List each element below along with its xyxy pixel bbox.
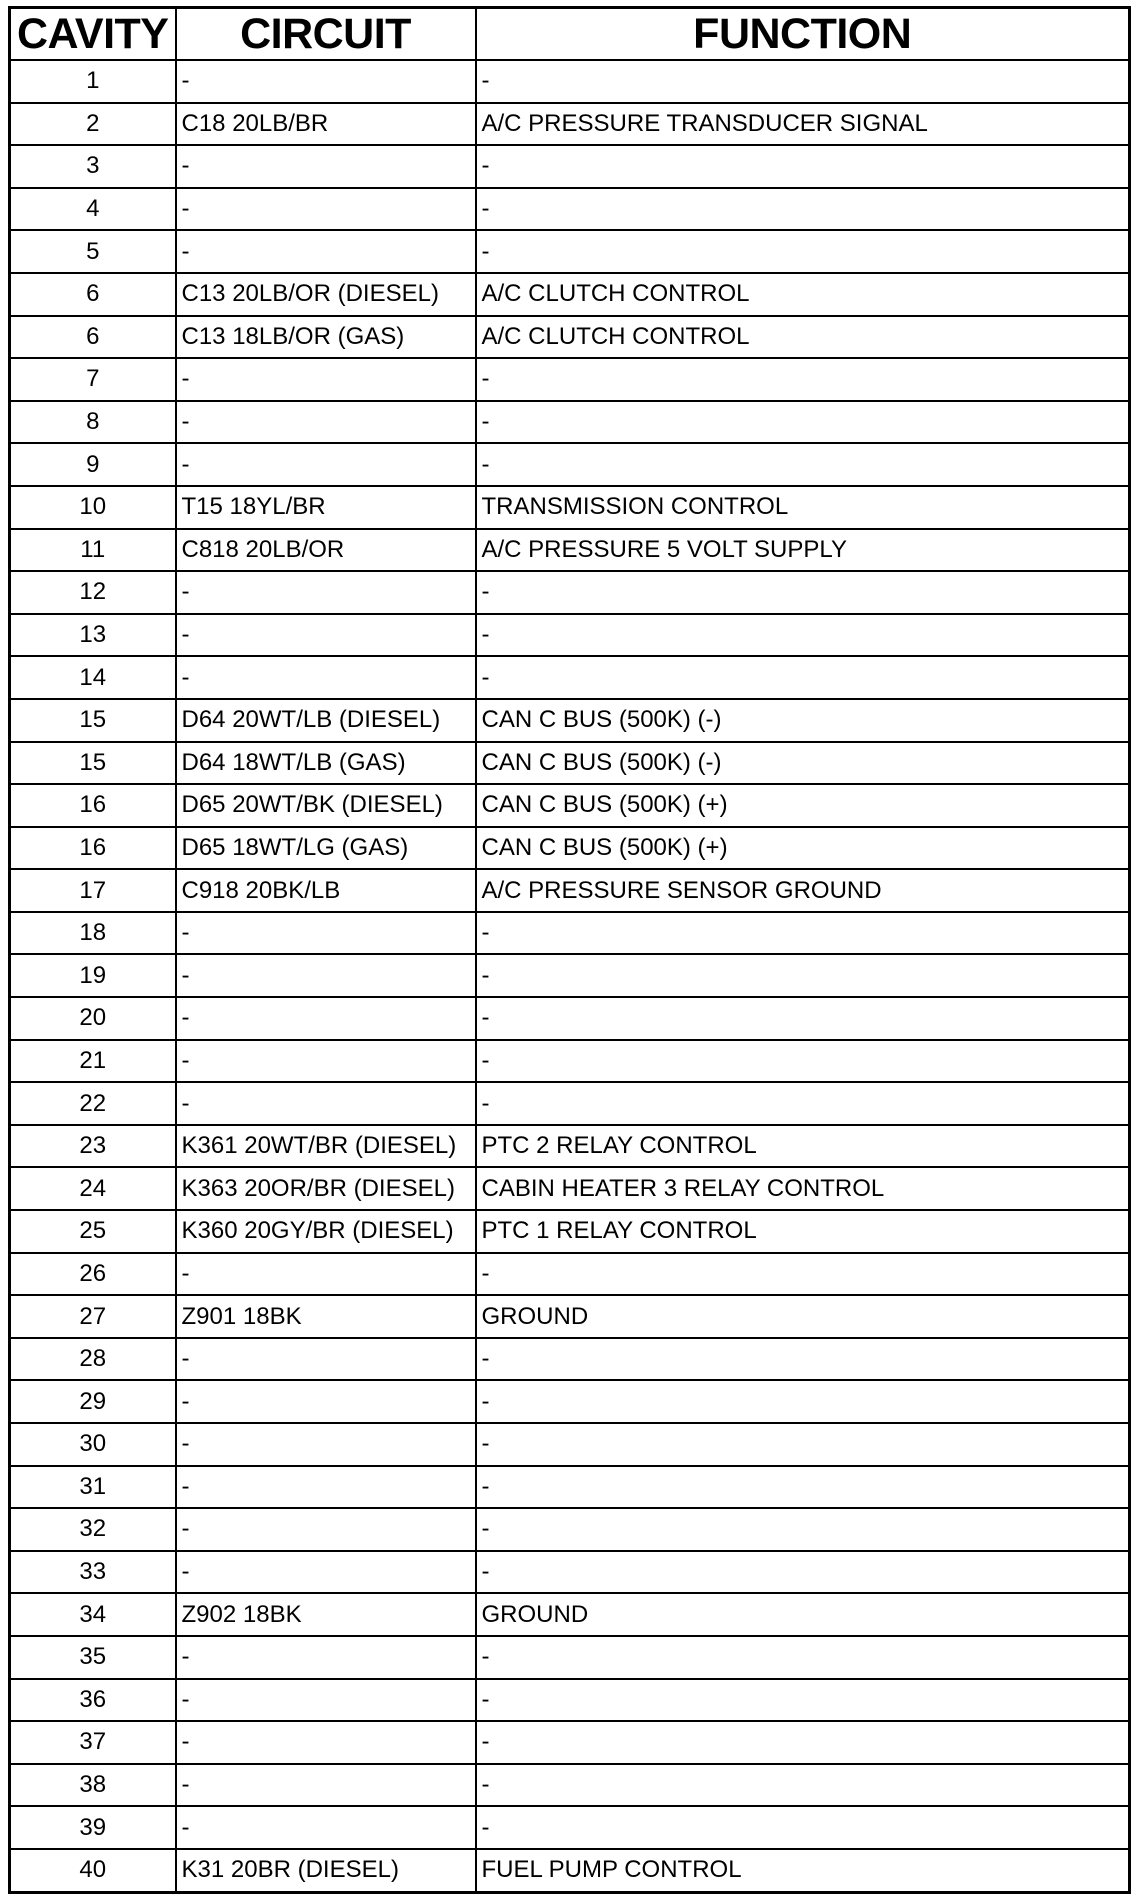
table-row [10, 103, 1130, 146]
function-cell: - [476, 614, 1130, 657]
circuit-cell: - [176, 358, 476, 401]
circuit-cell: - [176, 1040, 476, 1083]
circuit-cell: D65 18WT/LG (GAS) [176, 827, 476, 870]
cavity-cell: 40 [10, 1849, 176, 1892]
table-row [10, 614, 1130, 657]
table-row [10, 1806, 1130, 1849]
circuit-cell: - [176, 571, 476, 614]
table-row [10, 656, 1130, 699]
table-row [10, 443, 1130, 486]
function-cell: - [476, 145, 1130, 188]
function-cell: CAN C BUS (500K) (-) [476, 699, 1130, 742]
table-row [10, 1551, 1130, 1594]
circuit-cell: - [176, 401, 476, 444]
table-row [10, 1636, 1130, 1679]
cavity-cell: 15 [10, 742, 176, 785]
circuit-cell: - [176, 145, 476, 188]
circuit-cell: K363 20OR/BR (DIESEL) [176, 1167, 476, 1210]
function-cell: - [476, 1636, 1130, 1679]
table-row [10, 1423, 1130, 1466]
cavity-cell: 14 [10, 656, 176, 699]
cavity-cell: 25 [10, 1210, 176, 1253]
cavity-cell: 17 [10, 869, 176, 912]
cavity-cell: 4 [10, 188, 176, 231]
function-cell: - [476, 1508, 1130, 1551]
table-row [10, 699, 1130, 742]
circuit-column-header: CIRCUIT [176, 8, 476, 61]
table-row [10, 1167, 1130, 1210]
table-row [10, 358, 1130, 401]
cavity-cell: 10 [10, 486, 176, 529]
function-cell: - [476, 997, 1130, 1040]
circuit-cell: C13 20LB/OR (DIESEL) [176, 273, 476, 316]
cavity-cell: 36 [10, 1679, 176, 1722]
table-row [10, 1764, 1130, 1807]
circuit-cell: - [176, 188, 476, 231]
circuit-cell: Z902 18BK [176, 1593, 476, 1636]
cavity-cell: 7 [10, 358, 176, 401]
circuit-cell: C818 20LB/OR [176, 529, 476, 572]
function-cell: - [476, 1082, 1130, 1125]
function-cell: - [476, 1253, 1130, 1296]
function-column-header: FUNCTION [476, 8, 1130, 61]
circuit-cell: - [176, 1551, 476, 1594]
table-body [10, 60, 1130, 1892]
table-row [10, 188, 1130, 231]
function-cell: - [476, 571, 1130, 614]
cavity-cell: 19 [10, 954, 176, 997]
function-cell: - [476, 1764, 1130, 1807]
circuit-cell: D65 20WT/BK (DIESEL) [176, 784, 476, 827]
function-cell: - [476, 954, 1130, 997]
cavity-cell: 27 [10, 1295, 176, 1338]
circuit-cell: - [176, 1253, 476, 1296]
function-cell: - [476, 1679, 1130, 1722]
circuit-cell: C18 20LB/BR [176, 103, 476, 146]
table-row [10, 571, 1130, 614]
circuit-cell: - [176, 954, 476, 997]
function-cell: PTC 2 RELAY CONTROL [476, 1125, 1130, 1168]
cavity-cell: 31 [10, 1466, 176, 1509]
function-cell: - [476, 912, 1130, 955]
function-cell: - [476, 1380, 1130, 1423]
function-cell: A/C CLUTCH CONTROL [476, 273, 1130, 316]
circuit-cell: - [176, 1764, 476, 1807]
function-cell: CAN C BUS (500K) (-) [476, 742, 1130, 785]
circuit-cell: K31 20BR (DIESEL) [176, 1849, 476, 1892]
table-row [10, 1210, 1130, 1253]
circuit-cell: - [176, 230, 476, 273]
table-row [10, 316, 1130, 359]
table-row [10, 954, 1130, 997]
cavity-cell: 11 [10, 529, 176, 572]
circuit-cell: - [176, 1082, 476, 1125]
cavity-cell: 30 [10, 1423, 176, 1466]
table-row [10, 145, 1130, 188]
function-cell: - [476, 60, 1130, 103]
circuit-cell: C918 20BK/LB [176, 869, 476, 912]
circuit-cell: - [176, 1806, 476, 1849]
circuit-cell: Z901 18BK [176, 1295, 476, 1338]
function-cell: CAN C BUS (500K) (+) [476, 784, 1130, 827]
cavity-cell: 33 [10, 1551, 176, 1594]
circuit-cell: - [176, 1679, 476, 1722]
function-cell: - [476, 1338, 1130, 1381]
circuit-cell: - [176, 912, 476, 955]
cavity-cell: 6 [10, 273, 176, 316]
circuit-cell: D64 18WT/LB (GAS) [176, 742, 476, 785]
table-row [10, 1721, 1130, 1764]
cavity-cell: 28 [10, 1338, 176, 1381]
table-row [10, 60, 1130, 103]
cavity-cell: 26 [10, 1253, 176, 1296]
cavity-cell: 13 [10, 614, 176, 657]
table-row [10, 230, 1130, 273]
circuit-cell: - [176, 1508, 476, 1551]
cavity-cell: 38 [10, 1764, 176, 1807]
cavity-cell: 34 [10, 1593, 176, 1636]
cavity-cell: 29 [10, 1380, 176, 1423]
circuit-cell: K361 20WT/BR (DIESEL) [176, 1125, 476, 1168]
function-cell: CABIN HEATER 3 RELAY CONTROL [476, 1167, 1130, 1210]
table-row [10, 1082, 1130, 1125]
cavity-cell: 20 [10, 997, 176, 1040]
table-row [10, 742, 1130, 785]
table-row [10, 1593, 1130, 1636]
function-cell: A/C PRESSURE TRANSDUCER SIGNAL [476, 103, 1130, 146]
function-cell: - [476, 1551, 1130, 1594]
header-row [10, 8, 1130, 61]
circuit-cell: - [176, 1338, 476, 1381]
cavity-cell: 23 [10, 1125, 176, 1168]
function-cell: A/C CLUTCH CONTROL [476, 316, 1130, 359]
function-cell: - [476, 230, 1130, 273]
function-cell: GROUND [476, 1295, 1130, 1338]
cavity-cell: 12 [10, 571, 176, 614]
table-row [10, 1125, 1130, 1168]
function-cell: A/C PRESSURE SENSOR GROUND [476, 869, 1130, 912]
function-cell: - [476, 443, 1130, 486]
connector-pinout-table [8, 6, 1131, 1894]
cavity-cell: 3 [10, 145, 176, 188]
circuit-cell: - [176, 1466, 476, 1509]
cavity-cell: 6 [10, 316, 176, 359]
function-cell: - [476, 1466, 1130, 1509]
table-row [10, 1466, 1130, 1509]
cavity-cell: 2 [10, 103, 176, 146]
function-cell: - [476, 1040, 1130, 1083]
function-cell: CAN C BUS (500K) (+) [476, 827, 1130, 870]
table-row [10, 1679, 1130, 1722]
table-row [10, 997, 1130, 1040]
cavity-cell: 15 [10, 699, 176, 742]
cavity-cell: 37 [10, 1721, 176, 1764]
table-row [10, 1040, 1130, 1083]
table-row [10, 827, 1130, 870]
table-row [10, 1253, 1130, 1296]
circuit-cell: - [176, 997, 476, 1040]
circuit-cell: - [176, 443, 476, 486]
circuit-cell: - [176, 614, 476, 657]
cavity-cell: 5 [10, 230, 176, 273]
function-cell: - [476, 401, 1130, 444]
cavity-cell: 16 [10, 827, 176, 870]
connector-pinout-document [8, 6, 1128, 1894]
table-row [10, 529, 1130, 572]
cavity-cell: 8 [10, 401, 176, 444]
function-cell: A/C PRESSURE 5 VOLT SUPPLY [476, 529, 1130, 572]
cavity-cell: 35 [10, 1636, 176, 1679]
function-cell: GROUND [476, 1593, 1130, 1636]
table-row [10, 1508, 1130, 1551]
table-row [10, 486, 1130, 529]
table-header [10, 8, 1130, 61]
table-row [10, 1338, 1130, 1381]
circuit-cell: - [176, 1423, 476, 1466]
circuit-cell: K360 20GY/BR (DIESEL) [176, 1210, 476, 1253]
function-cell: - [476, 188, 1130, 231]
table-row [10, 1380, 1130, 1423]
circuit-cell: - [176, 1636, 476, 1679]
circuit-cell: C13 18LB/OR (GAS) [176, 316, 476, 359]
circuit-cell: - [176, 1721, 476, 1764]
circuit-cell: - [176, 656, 476, 699]
function-cell: - [476, 1423, 1130, 1466]
cavity-cell: 24 [10, 1167, 176, 1210]
function-cell: TRANSMISSION CONTROL [476, 486, 1130, 529]
table-row [10, 273, 1130, 316]
cavity-cell: 16 [10, 784, 176, 827]
function-cell: PTC 1 RELAY CONTROL [476, 1210, 1130, 1253]
function-cell: - [476, 1721, 1130, 1764]
table-row [10, 912, 1130, 955]
cavity-cell: 39 [10, 1806, 176, 1849]
table-row [10, 1849, 1130, 1892]
cavity-cell: 9 [10, 443, 176, 486]
circuit-cell: - [176, 60, 476, 103]
cavity-cell: 22 [10, 1082, 176, 1125]
cavity-cell: 32 [10, 1508, 176, 1551]
function-cell: - [476, 1806, 1130, 1849]
function-cell: - [476, 358, 1130, 401]
cavity-cell: 18 [10, 912, 176, 955]
table-row [10, 784, 1130, 827]
cavity-column-header: CAVITY [10, 8, 176, 61]
circuit-cell: D64 20WT/LB (DIESEL) [176, 699, 476, 742]
circuit-cell: - [176, 1380, 476, 1423]
function-cell: FUEL PUMP CONTROL [476, 1849, 1130, 1892]
circuit-cell: T15 18YL/BR [176, 486, 476, 529]
cavity-cell: 21 [10, 1040, 176, 1083]
table-row [10, 401, 1130, 444]
table-row [10, 1295, 1130, 1338]
function-cell: - [476, 656, 1130, 699]
cavity-cell: 1 [10, 60, 176, 103]
table-row [10, 869, 1130, 912]
